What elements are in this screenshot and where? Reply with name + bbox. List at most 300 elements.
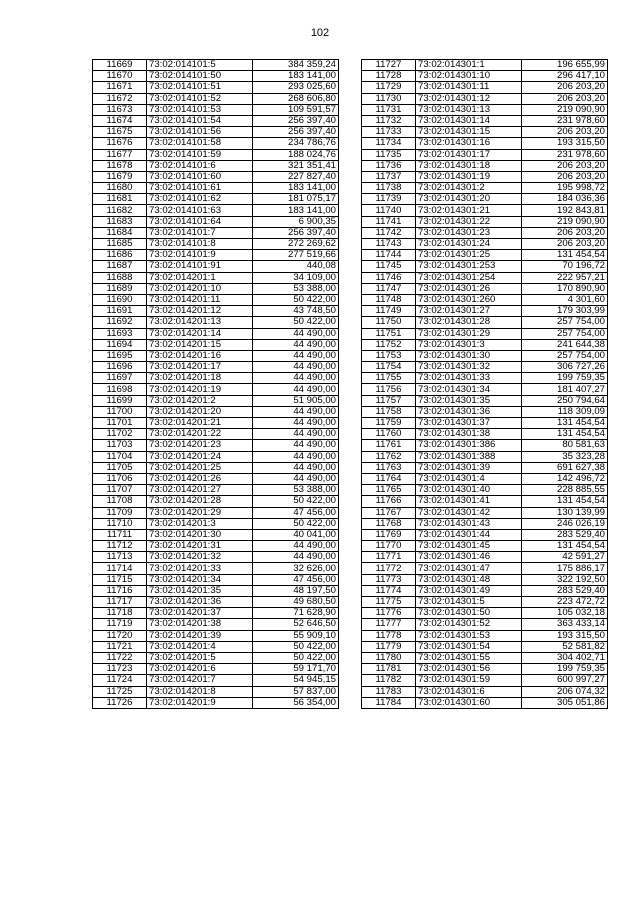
value-cell: 109 591,57 [253, 104, 339, 115]
value-cell: 131 454,54 [522, 418, 608, 429]
cadastral-number-cell: 73:02:014301:6 [416, 686, 522, 697]
cadastral-number-cell: 73:02:014201:34 [147, 574, 253, 585]
table-row [362, 652, 608, 663]
value-cell: 50 422,00 [253, 496, 339, 507]
cadastral-number-cell: 73:02:014101:91 [147, 261, 253, 272]
table-row [362, 619, 608, 630]
cadastral-number-cell: 73:02:014101:9 [147, 250, 253, 261]
value-cell: 256 397,40 [253, 227, 339, 238]
value-cell: 305 051,86 [522, 697, 608, 708]
cadastral-number-cell: 73:02:014201:17 [147, 362, 253, 373]
row-number-cell: 11784 [362, 697, 416, 708]
value-cell: 131 454,54 [522, 429, 608, 440]
row-number-cell: 11687 [93, 261, 147, 272]
table-row [362, 149, 608, 160]
table-row [362, 641, 608, 652]
table-row [93, 541, 339, 552]
cadastral-number-cell: 73:02:014301:20 [416, 194, 522, 205]
value-cell: 246 026,19 [522, 518, 608, 529]
cadastral-number-cell: 73:02:014301:30 [416, 350, 522, 361]
value-cell: 43 748,50 [253, 306, 339, 317]
value-cell: 231 978,60 [522, 115, 608, 126]
row-number-cell: 11768 [362, 518, 416, 529]
value-cell: 234 786,76 [253, 138, 339, 149]
row-number-cell: 11740 [362, 205, 416, 216]
cadastral-number-cell: 73:02:014301:25 [416, 250, 522, 261]
row-number-cell: 11715 [93, 574, 147, 585]
value-cell: 131 454,54 [522, 496, 608, 507]
row-number-cell: 11709 [93, 507, 147, 518]
value-cell: 44 490,00 [253, 451, 339, 462]
value-cell: 47 456,00 [253, 574, 339, 585]
table-row [362, 440, 608, 451]
table-row [93, 563, 339, 574]
value-cell: 231 978,60 [522, 149, 608, 160]
row-number-cell: 11716 [93, 585, 147, 596]
value-cell: 183 141,00 [253, 205, 339, 216]
value-cell: 322 192,50 [522, 574, 608, 585]
cadastral-number-cell: 73:02:014301:26 [416, 283, 522, 294]
table-row [362, 373, 608, 384]
cadastral-number-cell: 73:02:014201:20 [147, 406, 253, 417]
value-cell: 283 529,40 [522, 585, 608, 596]
row-number-cell: 11763 [362, 462, 416, 473]
table-row [362, 183, 608, 194]
table-row [362, 250, 608, 261]
cadastral-number-cell: 73:02:014201:28 [147, 496, 253, 507]
cadastral-number-cell: 73:02:014301:29 [416, 328, 522, 339]
value-cell: 219 090,90 [522, 104, 608, 115]
cadastral-number-cell: 73:02:014301:41 [416, 496, 522, 507]
cadastral-number-cell: 73:02:014201:36 [147, 597, 253, 608]
cadastral-number-cell: 73:02:014201:21 [147, 418, 253, 429]
table-row [93, 306, 339, 317]
row-number-cell: 11682 [93, 205, 147, 216]
cadastral-number-cell: 73:02:014301:19 [416, 171, 522, 182]
value-cell: 195 998,72 [522, 183, 608, 194]
row-number-cell: 11710 [93, 518, 147, 529]
row-number-cell: 11721 [93, 641, 147, 652]
cadastral-number-cell: 73:02:014301:45 [416, 541, 522, 552]
row-number-cell: 11758 [362, 406, 416, 417]
cadastral-number-cell: 73:02:014301:52 [416, 619, 522, 630]
value-cell: 296 417,10 [522, 71, 608, 82]
table-row [93, 205, 339, 216]
table-row [362, 216, 608, 227]
value-cell: 44 490,00 [253, 384, 339, 395]
cadastral-number-cell: 73:02:014201:3 [147, 518, 253, 529]
cadastral-number-cell: 73:02:014201:6 [147, 664, 253, 675]
value-cell: 44 490,00 [253, 440, 339, 451]
row-number-cell: 11748 [362, 294, 416, 305]
value-cell: 52 581,82 [522, 641, 608, 652]
cadastral-number-cell: 73:02:014301:42 [416, 507, 522, 518]
cadastral-number-cell: 73:02:014301:56 [416, 664, 522, 675]
cadastral-number-cell: 73:02:014301:43 [416, 518, 522, 529]
table-row [362, 485, 608, 496]
table-row [93, 149, 339, 160]
value-cell: 206 203,20 [522, 82, 608, 93]
table-row [362, 261, 608, 272]
cadastral-number-cell: 73:02:014201:10 [147, 283, 253, 294]
row-number-cell: 11704 [93, 451, 147, 462]
cadastral-number-cell: 73:02:014301:53 [416, 630, 522, 641]
table-row [93, 227, 339, 238]
value-cell: 183 141,00 [253, 71, 339, 82]
cadastral-number-cell: 73:02:014201:26 [147, 473, 253, 484]
cadastral-number-cell: 73:02:014301:28 [416, 317, 522, 328]
cadastral-number-cell: 73:02:014201:7 [147, 675, 253, 686]
table-row [93, 138, 339, 149]
value-cell: 131 454,54 [522, 250, 608, 261]
row-number-cell: 11734 [362, 138, 416, 149]
cadastral-number-cell: 73:02:014201:39 [147, 630, 253, 641]
cadastral-number-cell: 73:02:014301:260 [416, 294, 522, 305]
cadastral-number-cell: 73:02:014201:33 [147, 563, 253, 574]
row-number-cell: 11697 [93, 373, 147, 384]
cadastral-number-cell: 73:02:014301:33 [416, 373, 522, 384]
row-number-cell: 11722 [93, 652, 147, 663]
cadastral-number-cell: 73:02:014101:52 [147, 93, 253, 104]
table-row [93, 507, 339, 518]
cadastral-number-cell: 73:02:014301:3 [416, 339, 522, 350]
value-cell: 59 171,70 [253, 664, 339, 675]
value-cell: 40 041,00 [253, 529, 339, 540]
table-row [93, 328, 339, 339]
table-row [93, 597, 339, 608]
cadastral-number-cell: 73:02:014301:11 [416, 82, 522, 93]
table-row [362, 239, 608, 250]
table-row [93, 462, 339, 473]
value-cell: 131 454,54 [522, 541, 608, 552]
row-number-cell: 11700 [93, 406, 147, 417]
value-cell: 44 490,00 [253, 462, 339, 473]
value-cell: 192 843,81 [522, 205, 608, 216]
value-cell: 193 315,50 [522, 630, 608, 641]
value-cell: 691 627,38 [522, 462, 608, 473]
row-number-cell: 11719 [93, 619, 147, 630]
row-number-cell: 11775 [362, 597, 416, 608]
table-row [362, 328, 608, 339]
value-cell: 118 309,09 [522, 406, 608, 417]
table-row [362, 675, 608, 686]
cadastral-number-cell: 73:02:014201:15 [147, 339, 253, 350]
value-cell: 80 581,63 [522, 440, 608, 451]
row-number-cell: 11751 [362, 328, 416, 339]
row-number-cell: 11750 [362, 317, 416, 328]
cadastral-number-cell: 73:02:014201:30 [147, 529, 253, 540]
table-row [93, 261, 339, 272]
cadastral-number-cell: 73:02:014201:16 [147, 350, 253, 361]
table-row [362, 104, 608, 115]
table-row [362, 362, 608, 373]
row-number-cell: 11683 [93, 216, 147, 227]
value-cell: 44 490,00 [253, 406, 339, 417]
page-number: 102 [310, 27, 330, 39]
row-number-cell: 11755 [362, 373, 416, 384]
value-cell: 142 496,72 [522, 473, 608, 484]
table-row [362, 160, 608, 171]
value-cell: 257 754,00 [522, 350, 608, 361]
row-number-cell: 11672 [93, 93, 147, 104]
table-row [362, 563, 608, 574]
table-row [93, 317, 339, 328]
table-row [93, 585, 339, 596]
row-number-cell: 11761 [362, 440, 416, 451]
value-cell: 183 141,00 [253, 183, 339, 194]
value-cell: 272 269,62 [253, 239, 339, 250]
cadastral-number-cell: 73:02:014301:44 [416, 529, 522, 540]
table-row [93, 362, 339, 373]
row-number-cell: 11732 [362, 115, 416, 126]
table-row [93, 451, 339, 462]
cadastral-number-cell: 73:02:014101:58 [147, 138, 253, 149]
row-number-cell: 11743 [362, 239, 416, 250]
table-row [93, 104, 339, 115]
row-number-cell: 11671 [93, 82, 147, 93]
cadastral-number-cell: 73:02:014201:11 [147, 294, 253, 305]
row-number-cell: 11727 [362, 60, 416, 71]
row-number-cell: 11685 [93, 239, 147, 250]
cadastral-number-cell: 73:02:014201:1 [147, 272, 253, 283]
row-number-cell: 11692 [93, 317, 147, 328]
cadastral-number-cell: 73:02:014301:48 [416, 574, 522, 585]
row-number-cell: 11777 [362, 619, 416, 630]
table-row [93, 473, 339, 484]
table-row [93, 60, 339, 71]
value-cell: 57 837,00 [253, 686, 339, 697]
cadastral-number-cell: 73:02:014301:23 [416, 227, 522, 238]
table-row [93, 272, 339, 283]
cadastral-number-cell: 73:02:014101:5 [147, 60, 253, 71]
row-number-cell: 11771 [362, 552, 416, 563]
row-number-cell: 11776 [362, 608, 416, 619]
cadastral-number-cell: 73:02:014201:27 [147, 485, 253, 496]
cadastral-number-cell: 73:02:014301:10 [416, 71, 522, 82]
value-cell: 304 402,71 [522, 652, 608, 663]
value-cell: 48 197,50 [253, 585, 339, 596]
row-number-cell: 11778 [362, 630, 416, 641]
row-number-cell: 11764 [362, 473, 416, 484]
row-number-cell: 11690 [93, 294, 147, 305]
table-row [93, 496, 339, 507]
cadastral-number-cell: 73:02:014201:4 [147, 641, 253, 652]
table-row [93, 82, 339, 93]
table-row [362, 473, 608, 484]
row-number-cell: 11713 [93, 552, 147, 563]
cadastral-number-cell: 73:02:014201:2 [147, 395, 253, 406]
table-row [362, 60, 608, 71]
table-row [362, 205, 608, 216]
table-row [93, 485, 339, 496]
row-number-cell: 11677 [93, 149, 147, 160]
table-row [362, 272, 608, 283]
table-row [362, 507, 608, 518]
cadastral-number-cell: 73:02:014201:14 [147, 328, 253, 339]
row-number-cell: 11762 [362, 451, 416, 462]
value-cell: 256 397,40 [253, 115, 339, 126]
row-number-cell: 11669 [93, 60, 147, 71]
row-number-cell: 11745 [362, 261, 416, 272]
row-number-cell: 11686 [93, 250, 147, 261]
value-cell: 50 422,00 [253, 652, 339, 663]
value-cell: 47 456,00 [253, 507, 339, 518]
cadastral-number-cell: 73:02:014301:46 [416, 552, 522, 563]
cadastral-number-cell: 73:02:014301:12 [416, 93, 522, 104]
row-number-cell: 11766 [362, 496, 416, 507]
value-cell: 44 490,00 [253, 362, 339, 373]
table-row [93, 250, 339, 261]
value-cell: 71 628,90 [253, 608, 339, 619]
table-row [93, 418, 339, 429]
table-row [93, 373, 339, 384]
table-row [93, 395, 339, 406]
value-cell: 44 490,00 [253, 339, 339, 350]
value-cell: 6 900,35 [253, 216, 339, 227]
cadastral-number-cell: 73:02:014301:40 [416, 485, 522, 496]
value-cell: 219 090,90 [522, 216, 608, 227]
table-row [362, 552, 608, 563]
table-row [362, 71, 608, 82]
cadastral-number-cell: 73:02:014201:37 [147, 608, 253, 619]
row-number-cell: 11696 [93, 362, 147, 373]
cadastral-number-cell: 73:02:014301:38 [416, 429, 522, 440]
row-number-cell: 11728 [362, 71, 416, 82]
row-number-cell: 11756 [362, 384, 416, 395]
cadastral-number-cell: 73:02:014301:18 [416, 160, 522, 171]
cadastral-number-cell: 73:02:014301:14 [416, 115, 522, 126]
cadastral-number-cell: 73:02:014101:53 [147, 104, 253, 115]
cadastral-number-cell: 73:02:014201:19 [147, 384, 253, 395]
cadastral-number-cell: 73:02:014301:60 [416, 697, 522, 708]
row-number-cell: 11680 [93, 183, 147, 194]
table-row [362, 462, 608, 473]
cadastral-number-cell: 73:02:014201:9 [147, 697, 253, 708]
cadastral-number-cell: 73:02:014301:4 [416, 473, 522, 484]
row-number-cell: 11744 [362, 250, 416, 261]
value-cell: 44 490,00 [253, 473, 339, 484]
table-row [362, 283, 608, 294]
table-row [93, 194, 339, 205]
cadastral-number-cell: 73:02:014101:63 [147, 205, 253, 216]
table-row [93, 384, 339, 395]
cadastral-number-cell: 73:02:014101:64 [147, 216, 253, 227]
row-number-cell: 11717 [93, 597, 147, 608]
row-number-cell: 11773 [362, 574, 416, 585]
row-number-cell: 11706 [93, 473, 147, 484]
cadastral-number-cell: 73:02:014301:21 [416, 205, 522, 216]
value-cell: 49 680,50 [253, 597, 339, 608]
cadastral-number-cell: 73:02:014301:50 [416, 608, 522, 619]
table-row [93, 675, 339, 686]
table-row [362, 306, 608, 317]
table-row [93, 171, 339, 182]
row-number-cell: 11769 [362, 529, 416, 540]
row-number-cell: 11679 [93, 171, 147, 182]
row-number-cell: 11772 [362, 563, 416, 574]
table-row [362, 82, 608, 93]
row-number-cell: 11760 [362, 429, 416, 440]
cadastral-number-cell: 73:02:014101:54 [147, 115, 253, 126]
table-row [93, 127, 339, 138]
row-number-cell: 11742 [362, 227, 416, 238]
row-number-cell: 11708 [93, 496, 147, 507]
table-row [362, 138, 608, 149]
value-cell: 199 759,35 [522, 373, 608, 384]
cadastral-number-cell: 73:02:014301:16 [416, 138, 522, 149]
table-row [362, 406, 608, 417]
table-row [93, 552, 339, 563]
row-number-cell: 11698 [93, 384, 147, 395]
table-row [362, 194, 608, 205]
value-cell: 306 727,26 [522, 362, 608, 373]
row-number-cell: 11752 [362, 339, 416, 350]
value-cell: 184 036,36 [522, 194, 608, 205]
table-row [93, 630, 339, 641]
table-row [93, 160, 339, 171]
value-cell: 206 203,20 [522, 239, 608, 250]
row-number-cell: 11774 [362, 585, 416, 596]
cadastral-number-cell: 73:02:014101:56 [147, 127, 253, 138]
row-number-cell: 11735 [362, 149, 416, 160]
value-cell: 257 754,00 [522, 328, 608, 339]
table-row [93, 239, 339, 250]
table-row [362, 686, 608, 697]
value-cell: 223 472,72 [522, 597, 608, 608]
row-number-cell: 11738 [362, 183, 416, 194]
row-number-cell: 11702 [93, 429, 147, 440]
value-cell: 50 422,00 [253, 641, 339, 652]
row-number-cell: 11754 [362, 362, 416, 373]
table-row [362, 93, 608, 104]
table-row [362, 227, 608, 238]
value-cell: 50 422,00 [253, 518, 339, 529]
row-number-cell: 11712 [93, 541, 147, 552]
value-cell: 293 025,60 [253, 82, 339, 93]
table-row [362, 451, 608, 462]
row-number-cell: 11724 [93, 675, 147, 686]
value-cell: 34 109,00 [253, 272, 339, 283]
cadastral-number-cell: 73:02:014301:254 [416, 272, 522, 283]
row-number-cell: 11737 [362, 171, 416, 182]
cadastral-number-cell: 73:02:014301:24 [416, 239, 522, 250]
value-cell: 206 203,20 [522, 127, 608, 138]
table-row [362, 608, 608, 619]
table-row [362, 171, 608, 182]
table-row [93, 440, 339, 451]
table-row [362, 418, 608, 429]
cadastral-number-cell: 73:02:014201:38 [147, 619, 253, 630]
cadastral-number-cell: 73:02:014301:35 [416, 395, 522, 406]
value-cell: 44 490,00 [253, 418, 339, 429]
value-cell: 53 388,00 [253, 283, 339, 294]
value-cell: 363 433,14 [522, 619, 608, 630]
table-row [362, 597, 608, 608]
cadastral-number-cell: 73:02:014201:25 [147, 462, 253, 473]
registry-table-right-body [362, 60, 608, 709]
value-cell: 181 407,27 [522, 384, 608, 395]
row-number-cell: 11781 [362, 664, 416, 675]
value-cell: 44 490,00 [253, 552, 339, 563]
value-cell: 130 139,99 [522, 507, 608, 518]
cadastral-number-cell: 73:02:014101:50 [147, 71, 253, 82]
cadastral-number-cell: 73:02:014201:32 [147, 552, 253, 563]
row-number-cell: 11779 [362, 641, 416, 652]
row-number-cell: 11733 [362, 127, 416, 138]
row-number-cell: 11691 [93, 306, 147, 317]
cadastral-number-cell: 73:02:014301:22 [416, 216, 522, 227]
cadastral-number-cell: 73:02:014201:23 [147, 440, 253, 451]
